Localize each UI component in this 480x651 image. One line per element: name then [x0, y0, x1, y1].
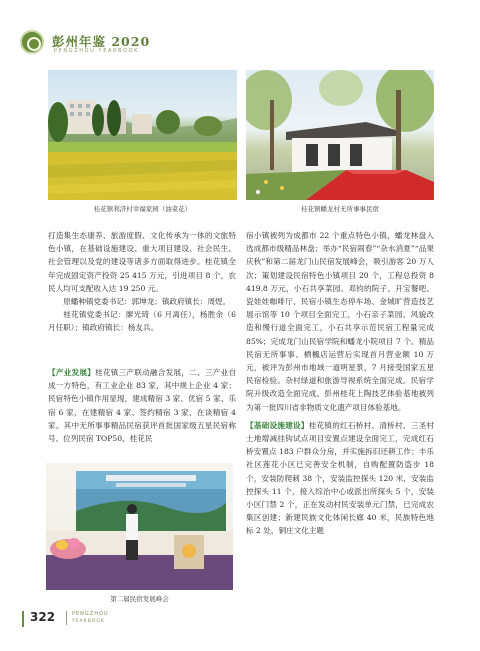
photo-homestay [246, 70, 434, 200]
article-column-left-industry [48, 366, 236, 445]
yearbook-emblem-icon [20, 30, 44, 54]
footer-subtitle: YEARBOOK [72, 619, 105, 624]
article-column-right [246, 229, 434, 538]
photo-caption: 桂花镇蟠龙村无所事事民宿 [301, 205, 379, 213]
running-header [20, 30, 460, 60]
yearbook-title: 彭州年鉴 2020 [52, 34, 151, 49]
paragraph: 桂花镇的红石桥村、清桥村、三圣村土地增减挂钩试点项目安置点建设全面完工，完成红石桥安置点 183 户群众分房，并实施拆旧还耕工作；丰乐社区莲花小区已完善安全机制，自购配置防盗步 18 个，安装防爬刺 38 个，安装监控探头 120 米，安装监控探头 11 个，接入综治中心或派出所探头 5 个，安装小区门禁 2 个，正在发动村民安装单元门禁，已完成农集区创建；新建民族文化体闲长廊 40 米，民族特色地标 2 处，铜庄文化主题 [246, 420, 434, 536]
section-tag-infrastructure: 【基础设施建设】 [246, 420, 309, 430]
footer-accent-bar [22, 611, 24, 627]
footer-divider [66, 611, 67, 625]
paragraph: 桂花镇党委书记：廖光琦（6 月离任），杨胜余（6 月任职）；镇政府镇长：杨友兵。 [48, 310, 236, 333]
article-column-left-top [48, 229, 236, 335]
footer-title: PENGZHOU [72, 611, 109, 617]
paragraph: 打造集生态康养、旅游度假、文化传承为一体的文旅特色小镇，在基础设施建设、重大项目建设、社会民生、社会管理以及党的建设等诸多方面取得进步。桂花镇全年完成固定资产投资 25 415 万元，引进项目 8 个，农民人均可支配收入达 19 250 元。 [48, 231, 236, 293]
paragraph: 原蟠种镇党委书记：郭坤龙；镇政府镇长：周煜。 [63, 297, 231, 307]
photo-rapeseed-village [48, 70, 237, 200]
yearbook-subtitle: PENGZHOU YEARBOOK [54, 48, 139, 54]
photo-caption: 桂花镇利济村幸福家园（油菜花） [93, 205, 192, 213]
photo-caption: 第二届民宿发展峰会 [110, 595, 169, 603]
page-number: 322 [30, 610, 56, 624]
paragraph: 宿小镇被列为成都市 22 个重点特色小镇，蟠龙林盘入选成都市级精品林盘；举办“民宿闹春”“杂水消夏”“品果庆秋”和第二届龙门山民宿发展峰会，吸引游客 20 万人次；策划建设民宿特色小镇项目 20 个，工程总投资 8 419.8 万元，小石共享菜园、邓钧的院子、开宝餐吧、瓷娃娃咖啡厅、民宿小镇生态停车场、金城旷营造技艺展示馆等 10 个项目全面完工，小石亲子菜园、风貌改造和慢行道全面完工，小石共享示范民宿工程量完成 85%；完成龙门山民宿学院和蟠龙小院项目 7 个。精品民宿无所事事、栖楓店运营后实现首月营业额 10 万元，被评为彭州市地域一道明星景，7 月接受国家五星民宿检验。杂村绿道和旅游导视系统全面完成。民宿学院升级改造全面完成。彭州桂花上陶技艺体验基地被列为第一批四川省非物质文化遗产项目体验基地。 [246, 231, 434, 412]
paragraph: 桂花镇三产联动融合发展，二、三产业自成一方特色，有工业企业 83 家，其中规上企业 4 家；民宿特色小镇作用显现，建成精宿 3 家、优宿 5 家、乐宿 6 家，在建精宿 4 家、签约精宿 3 家、在谈精宿 4 家。其中无所事事精品民宿获评首批国家级五星民宿称号、位列民宿 TOP50、桂花民 [48, 368, 236, 444]
section-tag-industry: 【产业发展】 [48, 368, 96, 377]
photo-summit-stage [46, 463, 233, 590]
